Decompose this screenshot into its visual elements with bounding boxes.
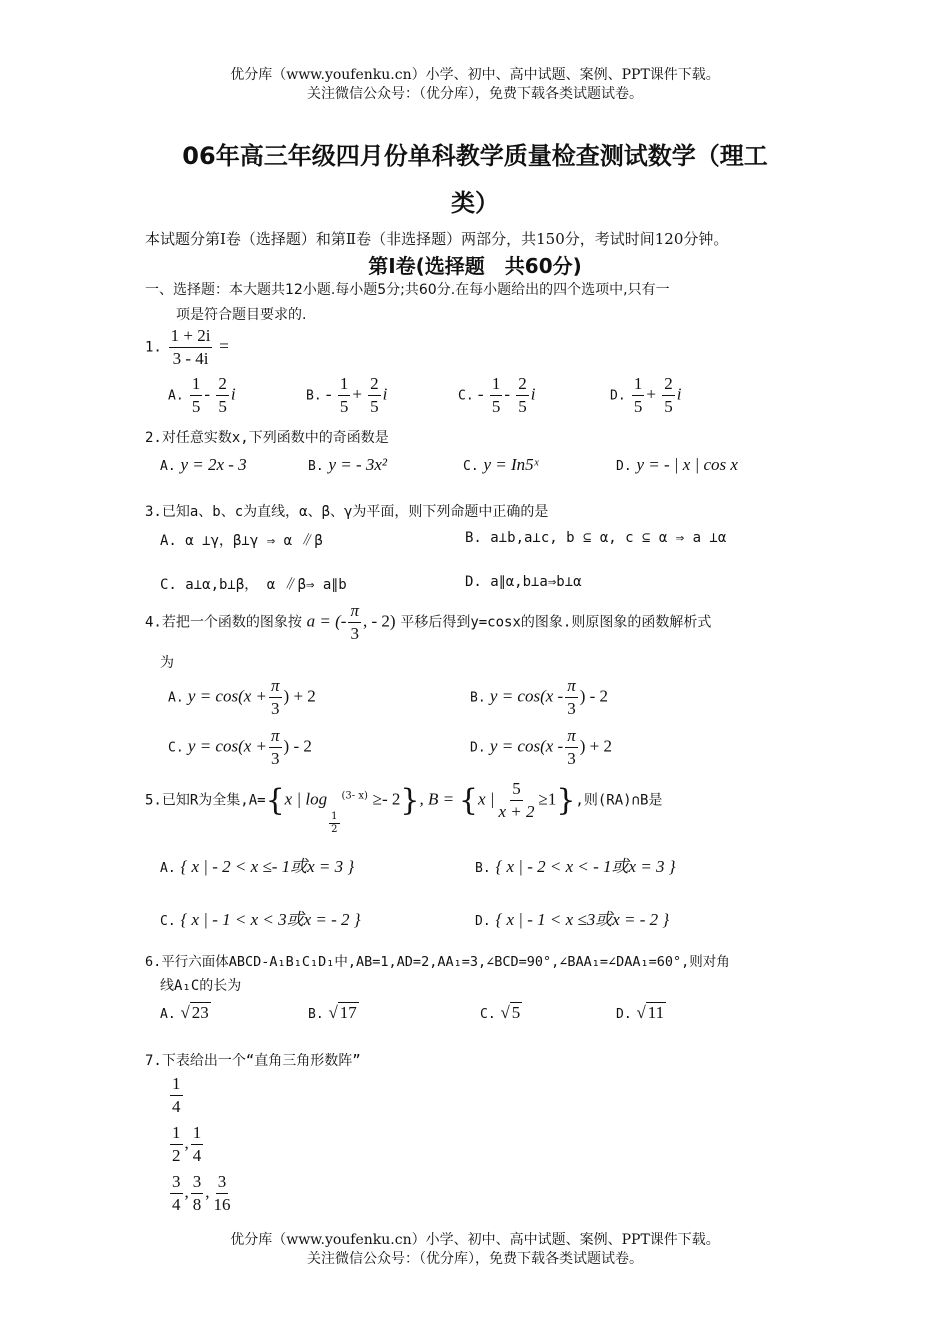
q6-stem-line-2: 线A₁C的长为	[160, 978, 242, 994]
q7-stem: 7.下表给出一个“直角三角形数阵”	[145, 1053, 361, 1069]
header-line-1: 优分库（www.youfenku.cn）小学、初中、高中试题、案例、PPT课件下载。	[230, 67, 720, 83]
q3-option-b: B. a⊥b,a⊥c, b ⊆ α, c ⊆ α ⇒ a ⊥α	[465, 530, 727, 546]
q6-stem-line-1: 6.平行六面体ABCD-A₁B₁C₁D₁中,AB=1,AD=2,AA₁=3,∠BCD=90°,∠BAA₁=∠DAA₁=60°,则对角	[145, 954, 730, 970]
q7-row-3: $\frac{3}{4}$ , $\frac{3}{8}$ , $\frac{3}{16}$	[172, 1172, 231, 1214]
header-line-2: 关注微信公众号：（优分库），免费下载各类试题试卷。	[307, 86, 643, 102]
q1-option-d: D. $\frac{1}{5}$ + $\frac{2}{5}$ i	[610, 374, 682, 416]
q3-option-a: A. α ⊥γ，β⊥γ ⇒ α ∥β	[160, 533, 323, 549]
q2-stem: 2.对任意实数x,下列函数中的奇函数是	[145, 430, 389, 446]
q3-option-c: C. a⊥α,b⊥β， α ∥β⇒ a∥b	[160, 577, 347, 593]
q7-row-1: $\frac{1}{4}$	[172, 1074, 181, 1116]
q4-stem: 4.若把一个函数的图象按 a = (- $\frac{\pi}{3}$ , - 2) 平移后得到y=cosx的图象.则原图象的函数解析式	[145, 601, 712, 643]
q5-option-b: B. { x | - 2 < x < - 1或x = 3 }	[475, 857, 676, 876]
q2-option-d: D. y = - | x | cos x	[616, 455, 738, 474]
q7-row-2: $\frac{1}{2}$ , $\frac{1}{4}$	[172, 1123, 202, 1165]
q2-option-c: C. y = In5ˣ	[463, 455, 539, 474]
q5-option-c: C. { x | - 1 < x < 3或x = - 2 }	[160, 910, 361, 929]
q4-option-b: B. y = cos(x - $\frac{\pi}{3}$ ) - 2	[470, 676, 609, 718]
q3-stem: 3.已知a、b、c为直线，α、β、γ为平面，则下列命题中正确的是	[145, 504, 549, 520]
q1-option-b: B. - $\frac{1}{5}$ + $\frac{2}{5}$ i	[306, 374, 388, 416]
q4-option-a: A. y = cos(x + $\frac{\pi}{3}$ ) + 2	[168, 676, 316, 718]
q1-denominator: 3 - 4i	[172, 349, 209, 368]
q1-option-c: C. - $\frac{1}{5}$ - $\frac{2}{5}$ i	[458, 374, 536, 416]
question-1	[145, 325, 229, 370]
q4-option-d: D. y = cos(x - $\frac{\pi}{3}$ ) + 2	[470, 726, 612, 768]
q2-option-b: B. y = - 3x²	[308, 455, 388, 474]
q1-equals: =	[219, 336, 229, 356]
q6-option-a: A. √ 23	[160, 1003, 209, 1022]
page-title-line-2: 类）	[451, 189, 499, 217]
q1-numerator: 1 + 2i	[169, 325, 213, 348]
section1-line-2: 项是符合题目要求的.	[176, 307, 307, 323]
q6-option-b: B. √ 17	[308, 1003, 357, 1022]
q6-option-d: D. √ 11	[616, 1003, 665, 1022]
section1-line-1: 一、选择题：本大题共12小题.每小题5分;共60分.在每小题给出的四个选项中,只有一	[145, 282, 670, 298]
q3-option-d: D. a∥α,b⊥a⇒b⊥α	[465, 574, 582, 590]
q1-number: 1.	[145, 339, 162, 356]
q2-option-a: A. y = 2x - 3	[160, 455, 247, 474]
part1-heading: 第Ⅰ卷(选择题 共60分)	[368, 254, 582, 278]
footer-line-1: 优分库（www.youfenku.cn）小学、初中、高中试题、案例、PPT课件下载。	[230, 1232, 720, 1248]
q4-option-c: C. y = cos(x + $\frac{\pi}{3}$ ) - 2	[168, 726, 312, 768]
q4-stem-tail: 为	[160, 655, 174, 671]
footer-line-2: 关注微信公众号：（优分库），免费下载各类试题试卷。	[307, 1251, 643, 1267]
question-5: 5.已知R为全集,A={x | log $\frac{1}{2}$ $^{(3- x)}$ ≥- 2}, B = {x | $\frac{5}{x + 2}$ ≥1},则(RA)∩B是	[145, 779, 663, 835]
page-title-line-1: 06年高三年级四月份单科教学质量检查测试数学（理工	[182, 142, 768, 170]
q5-option-d: D. { x | - 1 < x ≤3或x = - 2 }	[475, 910, 670, 929]
intro-text: 本试题分第Ⅰ卷（选择题）和第Ⅱ卷（非选择题）两部分，共150分，考试时间120分钟。	[145, 230, 729, 248]
q1-option-a: A. $\frac{1}{5}$ - $\frac{2}{5}$ i	[168, 374, 236, 416]
q5-option-a: A. { x | - 2 < x ≤- 1或x = 3 }	[160, 857, 355, 876]
q6-option-c: C. √ 5	[480, 1003, 521, 1022]
